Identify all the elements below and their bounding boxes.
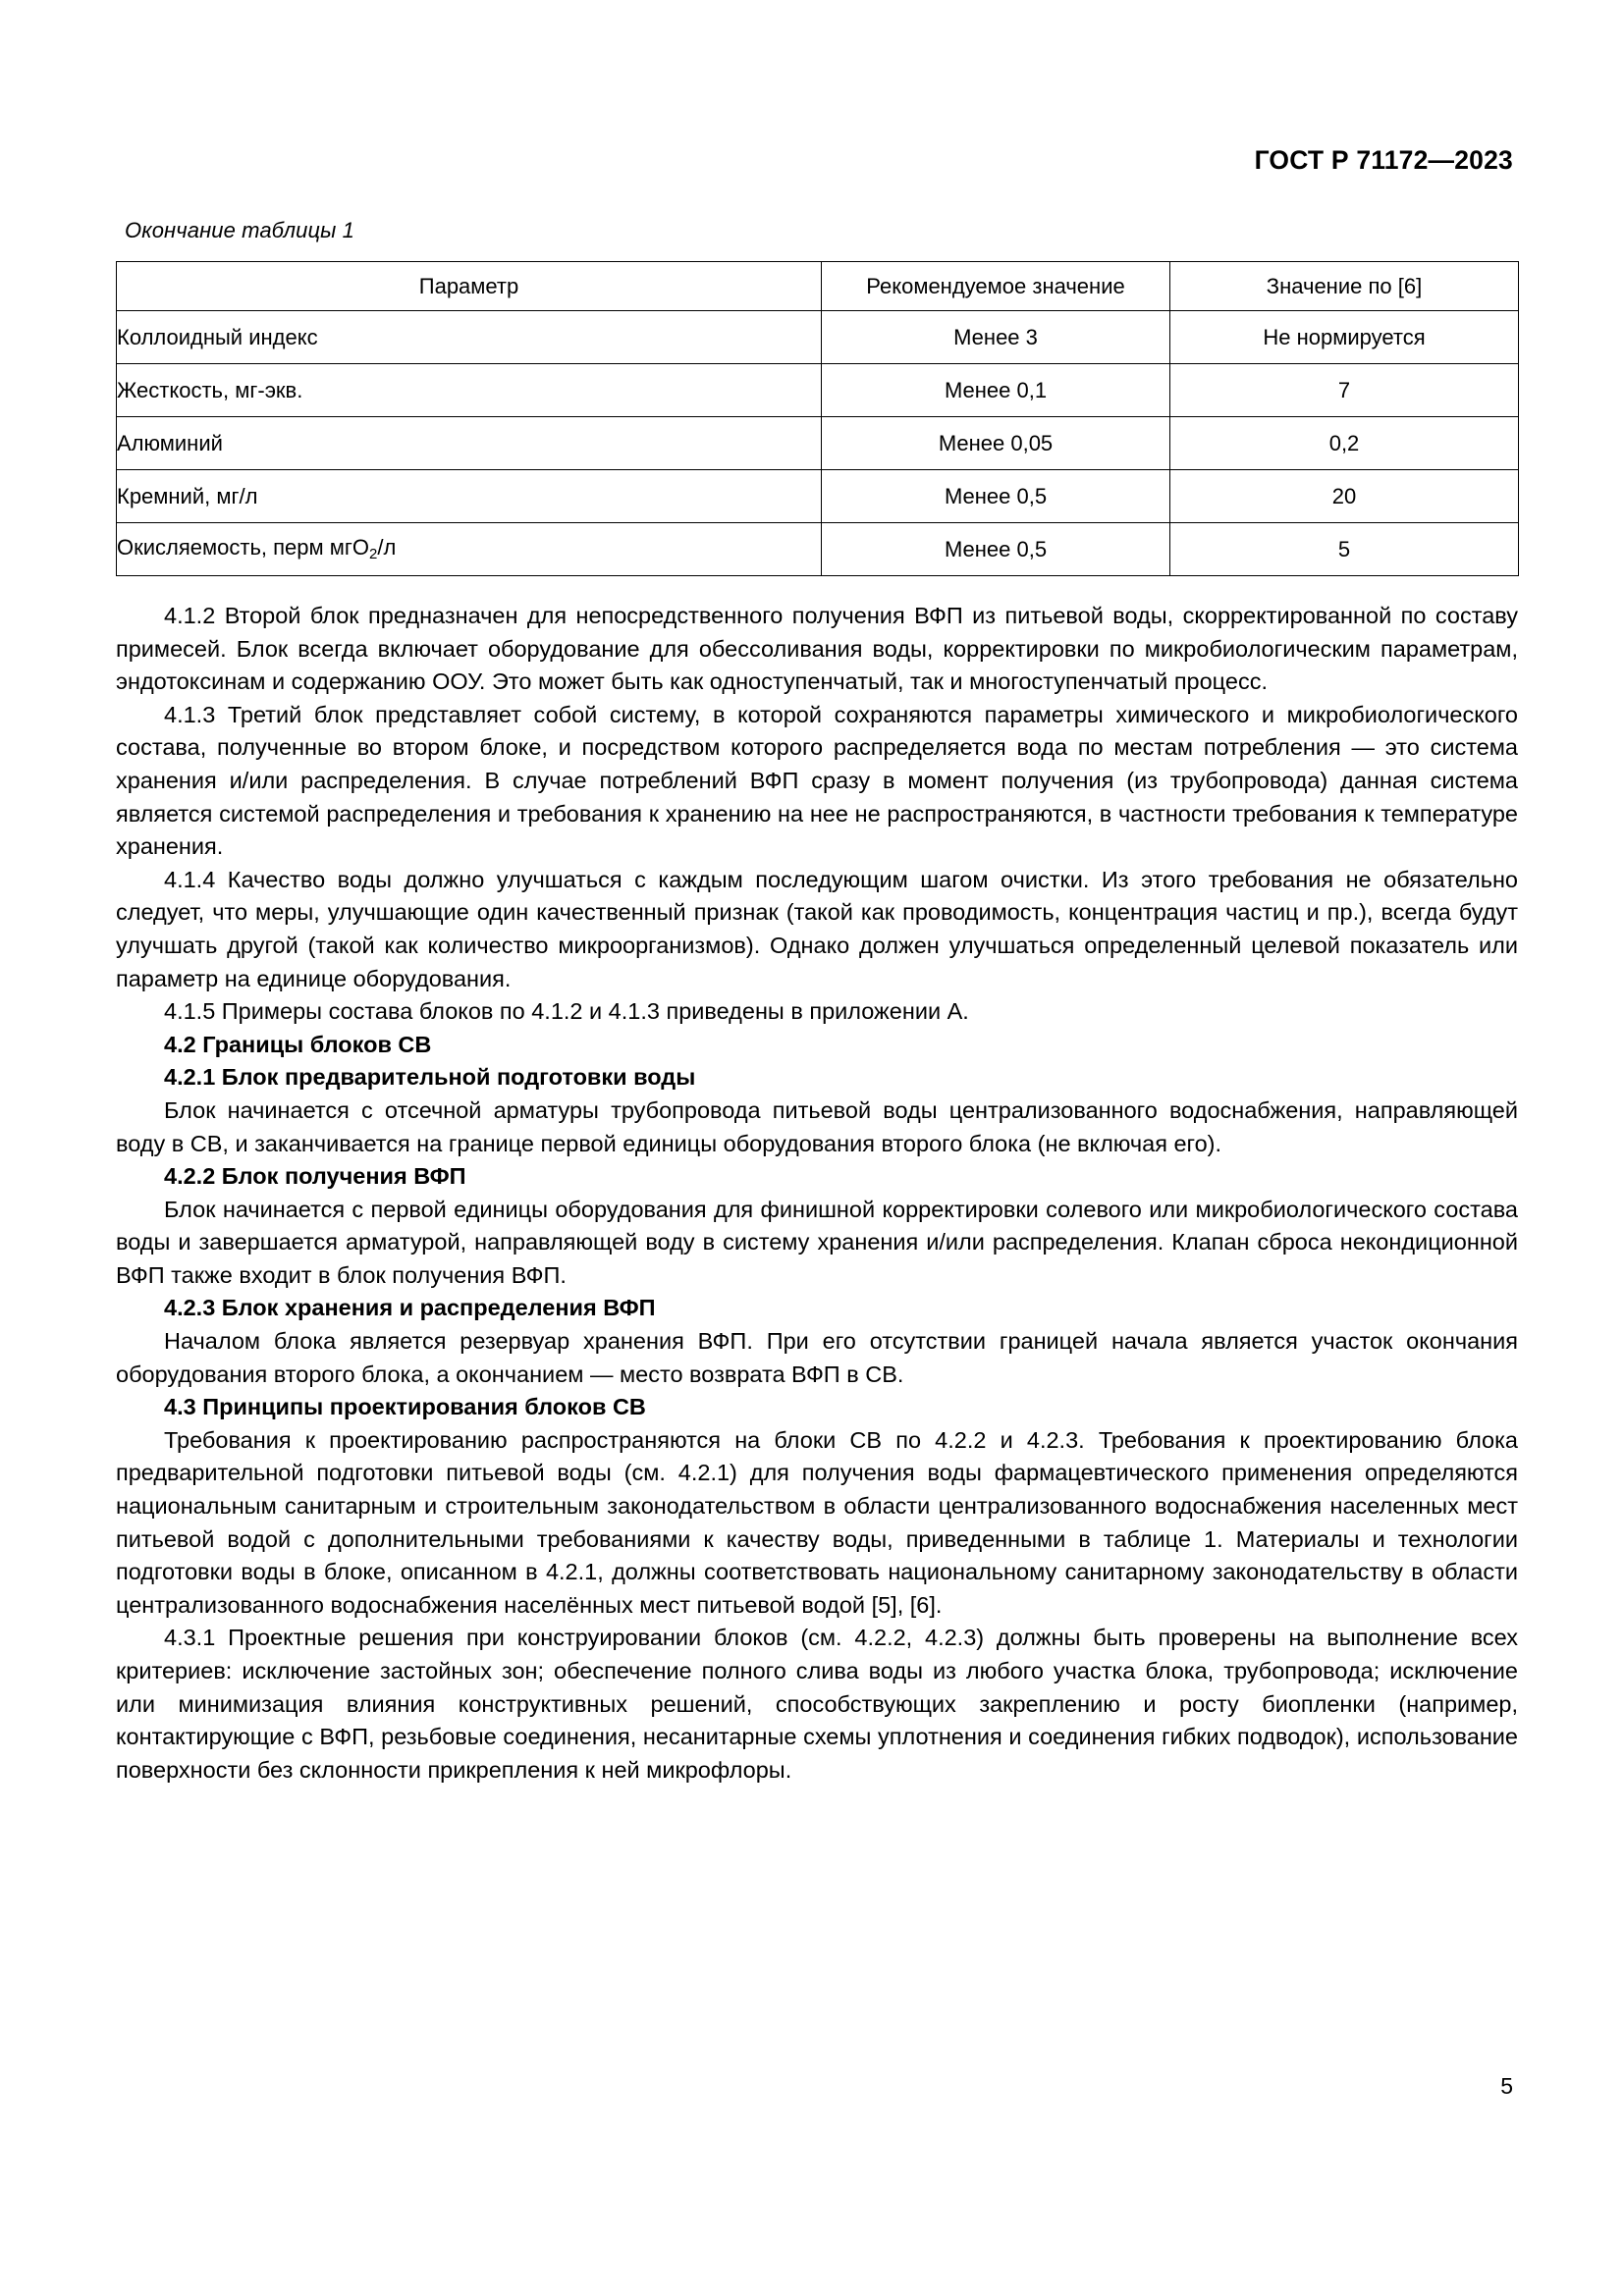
heading-4-3: 4.3 Принципы проектирования блоков СВ: [164, 1394, 646, 1420]
cell-value: 7: [1170, 364, 1519, 417]
table-body: [117, 311, 1519, 576]
cell-parameter: Жесткость, мг-экв.: [117, 364, 822, 417]
column-header-recommended-value: Рекомендуемое значение: [822, 262, 1170, 311]
heading-4-2-1: 4.2.1 Блок предварительной подготовки воды: [164, 1064, 696, 1091]
cell-parameter: [117, 523, 822, 576]
cell-value: Не нормируется: [1170, 311, 1519, 364]
paragraph-4-2-1: Блок начинается с отсечной арматуры трубопровода питьевой воды централизованного водоснабжения, направляющей воду в СВ, и заканчивается на границе первой единицы оборудования второго блока (не включая его).: [116, 1096, 1518, 1156]
column-header-reference-value: Значение по [6]: [1170, 262, 1519, 311]
cell-recommended: Менее 0,05: [822, 417, 1170, 470]
table-caption: Окончание таблицы 1: [125, 218, 355, 242]
cell-value: 5: [1170, 523, 1519, 576]
cell-recommended: Менее 3: [822, 311, 1170, 364]
heading-4-2-3: 4.2.3 Блок хранения и распределения ВФП: [164, 1295, 656, 1321]
cell-parameter: Коллоидный индекс: [117, 311, 822, 364]
paragraph-4-3-1: 4.3.1 Проектные решения при конструировании блоков (см. 4.2.2, 4.2.3) должны быть проверены на выполнение всех критериев: исключение застойных зон; обеспечение полного слива воды из любого участка блока, трубопровода; исключение или минимизация влияния конструктивных решений, способствующих закреплению и росту биопленки (например, контактирующие с ВФП, резьбовые соединения, несанитарные схемы уплотнения и соединения гибких подводок), использование поверхности без склонности прикрепления к ней микрофлоры.: [116, 1625, 1518, 1783]
table-row: [117, 417, 1519, 470]
table-row: [117, 311, 1519, 364]
table-row: [117, 470, 1519, 523]
paragraph-4-1-4: 4.1.4 Качество воды должно улучшаться с каждым последующим шагом очистки. Из этого требования не обязательно следует, что меры, улучшающие один качественный признак (такой как проводимость, концентрация частиц и пр.), всегда будут улучшать другой (такой как количество микроорганизмов). Однако должен улучшаться определенный целевой показатель или параметр на единице оборудования.: [116, 866, 1518, 991]
parameters-table: [116, 261, 1519, 576]
cell-parameter: Алюминий: [117, 417, 822, 470]
page-number: 5: [1500, 2073, 1513, 2099]
cell-recommended: Менее 0,5: [822, 470, 1170, 523]
cell-value: 20: [1170, 470, 1519, 523]
paragraph-4-3: Требования к проектированию распространяются на блоки СВ по 4.2.2 и 4.2.3. Требования к проектированию блока предварительной подготовки питьевой воды (см. 4.2.1) для получения воды фармацевтического применения определяются национальным санитарным и строительным законодательством в области централизованного водоснабжения населенных мест питьевой водой с дополнительными требованиями к качеству воды, приведенными в таблице 1. Материалы и технологии подготовки воды в блоке, описанном в 4.2.1, должны соответствовать национальному санитарному законодательству в области централизованного водоснабжения населённых мест питьевой водой [5], [6].: [116, 1426, 1518, 1618]
cell-recommended: Менее 0,1: [822, 364, 1170, 417]
paragraph-4-2-2: Блок начинается с первой единицы оборудования для финишной корректировки солевого или микробиологического состава воды и завершается арматурой, направляющей воду в систему хранения и/или распределения. Клапан сброса некондиционной ВФП также входит в блок получения ВФП.: [116, 1196, 1518, 1288]
page-content: [116, 218, 1518, 1787]
table-row: [117, 523, 1519, 576]
cell-value: 0,2: [1170, 417, 1519, 470]
table-header-row: [117, 262, 1519, 311]
paragraph-4-2-3: Началом блока является резервуар хранения ВФП. При его отсутствии границей начала является участок окончания оборудования второго блока, а окончанием — место возврата ВФП в СВ.: [116, 1328, 1518, 1387]
table-header: [117, 262, 1519, 311]
cell-parameter-prefix: Окисляемость, перм мгO: [117, 535, 370, 561]
paragraph-4-1-5: 4.1.5 Примеры состава блоков по 4.1.2 и 4.1.3 приведены в приложении А.: [164, 998, 969, 1025]
table-row: [117, 364, 1519, 417]
cell-parameter-suffix: /л: [377, 535, 397, 561]
heading-4-2: 4.2 Границы блоков СВ: [164, 1031, 432, 1057]
cell-parameter-subscript: 2: [369, 546, 378, 563]
heading-4-2-2: 4.2.2 Блок получения ВФП: [164, 1163, 466, 1190]
cell-parameter: Кремний, мг/л: [117, 470, 822, 523]
page-header-standard-number: ГОСТ Р 71172—2023: [1254, 145, 1513, 175]
section-4-1-body: [116, 600, 1518, 1029]
column-header-parameter: Параметр: [117, 262, 822, 311]
paragraph-4-1-3: 4.1.3 Третий блок представляет собой систему, в которой сохраняются параметры химического и микробиологического состава, полученные во втором блоке, и посредством которого распределяется вода по местам потребления — это система хранения и/или распределения. В случае потреблений ВФП сразу в момент получения (из трубопровода) данная система является системой распределения и требования к хранению на нее не распространяются, в частности требования к температуре хранения.: [116, 701, 1518, 860]
paragraph-4-1-2: 4.1.2 Второй блок предназначен для непосредственного получения ВФП из питьевой воды, скорректированной по составу примесей. Блок всегда включает оборудование для обессоливания воды, корректировки по микробиологическим параметрам, эндотоксинам и содержанию ООУ. Это может быть как одноступенчатый, так и многоступенчатый процесс.: [116, 603, 1518, 695]
cell-recommended: Менее 0,5: [822, 523, 1170, 576]
